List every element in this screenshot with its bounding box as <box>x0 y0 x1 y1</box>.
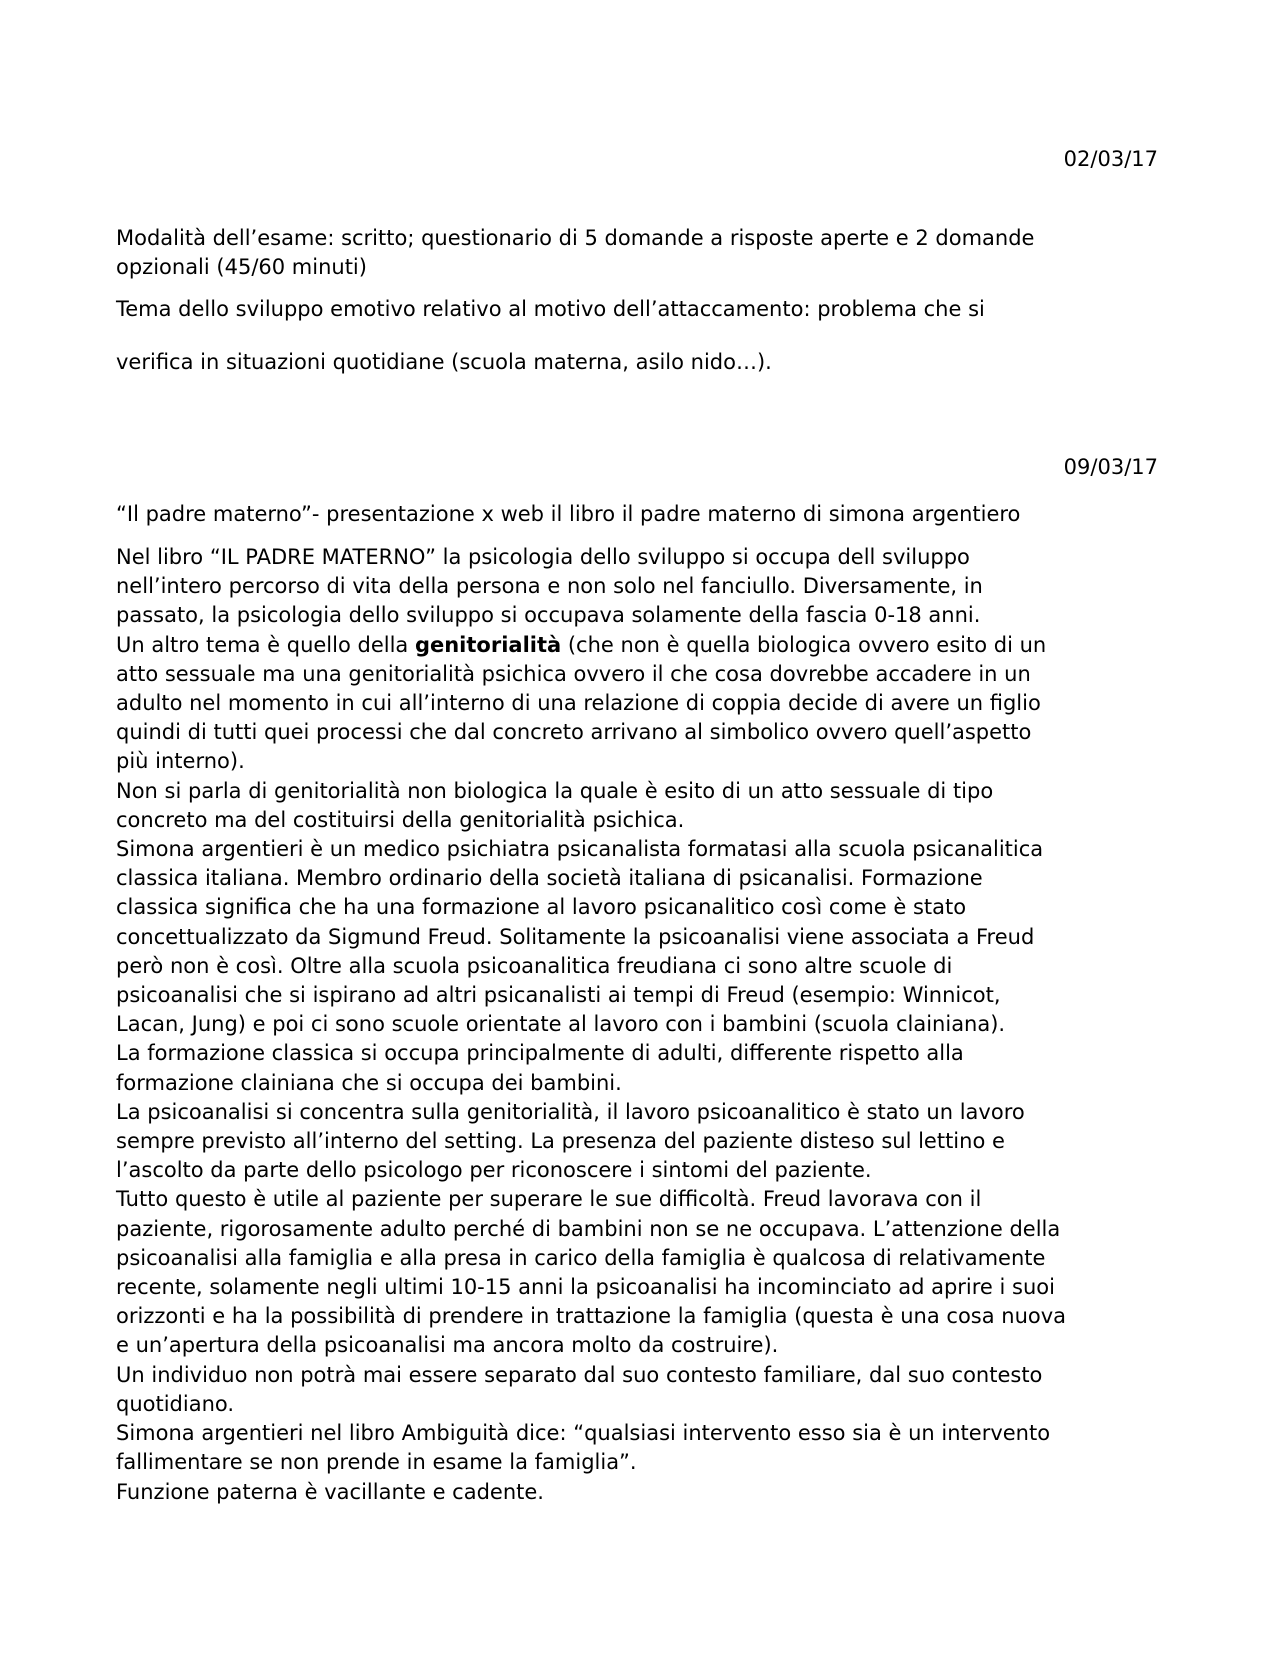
body-paragraph <box>116 543 1168 1507</box>
text-line: quindi di tutti quei processi che dal concreto arrivano al simbolico ovvero quell’aspetto <box>116 720 1032 745</box>
text-line: Non si parla di genitorialità non biologica la quale è esito di un atto sessuale di tipo <box>116 778 994 803</box>
text-line: “Il padre materno”- presentazione x web il libro il padre materno di simona argentiero <box>116 502 1021 526</box>
exam-modality-paragraph <box>116 224 1168 282</box>
text-line: concettualizzato da Sigmund Freud. Solitamente la psicoanalisi viene associata a Freud <box>116 924 1035 949</box>
text-line <box>116 631 1168 660</box>
text-line: paziente, rigorosamente adulto perché di bambini non se ne occupava. L’attenzione della <box>116 1216 1061 1241</box>
lecture-date-2: 09/03/17 <box>1063 455 1158 479</box>
text-line: quotidiano. <box>116 1391 235 1416</box>
text-line: Nel libro “IL PADRE MATERNO” la psicologia dello sviluppo si occupa dell sviluppo <box>116 545 970 569</box>
text-line: formazione clainiana che si occupa dei bambini. <box>116 1070 622 1095</box>
text-line: Modalità dell’esame: scritto; questionario di 5 domande a risposte aperte e 2 domande <box>116 226 1035 250</box>
lecture-date-1: 02/03/17 <box>1063 147 1158 171</box>
text-line: Simona argentieri è un medico psichiatra psicanalista formatasi alla scuola psicanalitica <box>116 837 1044 862</box>
text-line: recente, solamente negli ultimi 10-15 anni la psicoanalisi ha incominciato ad aprire i suoi <box>116 1275 1055 1300</box>
text-line: Un individuo non potrà mai essere separato dal suo contesto familiare, dal suo contesto <box>116 1362 1043 1387</box>
book-title-line <box>116 500 1168 529</box>
text-line: più interno). <box>116 749 245 774</box>
text-line: Tutto questo è utile al paziente per superare le sue difficoltà. Freud lavorava con il <box>116 1187 982 1212</box>
text-line: La formazione classica si occupa principalmente di adulti, differente rispetto alla <box>116 1041 964 1066</box>
text-line: fallimentare se non prende in esame la famiglia”. <box>116 1450 637 1475</box>
text-line: atto sessuale ma una genitorialità psichica ovvero il che cosa dovrebbe accadere in un <box>116 661 1031 686</box>
text-line: adulto nel momento in cui all’interno di una relazione di coppia decide di avere un figlio <box>116 691 1041 716</box>
topic-paragraph-line-1 <box>116 295 1168 324</box>
text-line: Simona argentieri nel libro Ambiguità dice: “qualsiasi intervento esso sia è un intervento <box>116 1421 1051 1446</box>
text-line: nell’intero percorso di vita della persona e non solo nel fanciullo. Diversamente, in <box>116 574 983 599</box>
bold-term-genitorialita: genitorialità <box>414 632 562 657</box>
text-line: sempre previsto all’interno del setting. La presenza del paziente disteso sul lettino e <box>116 1129 1005 1154</box>
text-line: però non è così. Oltre alla scuola psicoanalitica freudiana ci sono altre scuole di <box>116 953 953 978</box>
text-line: psicoanalisi alla famiglia e alla presa in carico della famiglia è qualcosa di relativamente <box>116 1245 1046 1270</box>
text-line: classica significa che ha una formazione al lavoro psicanalitico così come è stato <box>116 895 967 920</box>
text-line: orizzonti e ha la possibilità di prendere in trattazione la famiglia (questa è una cosa nuova <box>116 1304 1067 1329</box>
text-fragment: (che non è quella biologica ovvero esito di un <box>561 632 1047 657</box>
text-line: La psicoanalisi si concentra sulla genitorialità, il lavoro psicoanalitico è stato un lavoro <box>116 1099 1025 1124</box>
text-line: verifica in situazioni quotidiane (scuola materna, asilo nido…). <box>116 350 772 374</box>
text-line: Funzione paterna è vacillante e cadente. <box>116 1479 544 1504</box>
topic-paragraph-line-2 <box>116 348 1168 377</box>
text-line: opzionali (45/60 minuti) <box>116 255 367 280</box>
text-line: classica italiana. Membro ordinario della società italiana di psicanalisi. Formazione <box>116 866 983 891</box>
text-line: concreto ma del costituirsi della genitorialità psichica. <box>116 807 685 832</box>
text-fragment: Un altro tema è quello della <box>116 632 415 657</box>
text-line: psicoanalisi che si ispirano ad altri psicanalisti ai tempi di Freud (esempio: Winnicot, <box>116 983 1001 1008</box>
text-line: Lacan, Jung) e poi ci sono scuole orientate al lavoro con i bambini (scuola clainiana). <box>116 1012 1006 1037</box>
text-line: l’ascolto da parte dello psicologo per riconoscere i sintomi del paziente. <box>116 1158 872 1183</box>
text-line: passato, la psicologia dello sviluppo si occupava solamente della fascia 0-18 anni. <box>116 603 981 628</box>
text-line: Tema dello sviluppo emotivo relativo al motivo dell’attaccamento: problema che si <box>116 297 985 321</box>
text-line: e un’apertura della psicoanalisi ma ancora molto da costruire). <box>116 1333 779 1358</box>
